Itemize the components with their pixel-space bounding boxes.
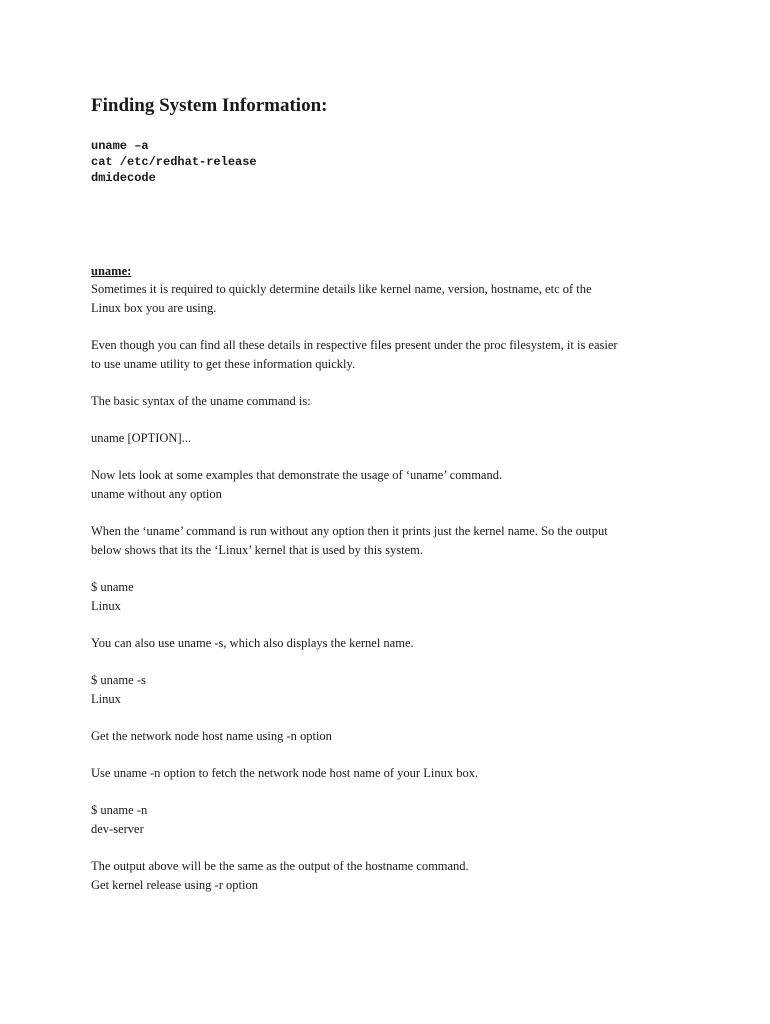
text-line: uname without any option: [91, 487, 222, 501]
text-line: to use uname utility to get these information quickly.: [91, 357, 356, 371]
paragraph: [91, 857, 691, 895]
paragraph: [91, 801, 691, 839]
paragraph: [91, 336, 691, 374]
paragraph: [91, 522, 691, 560]
paragraph: [91, 392, 691, 411]
command-line: cat /etc/redhat-release: [91, 155, 257, 169]
command-list: [91, 138, 691, 186]
text-line: Linux box you are using.: [91, 301, 217, 315]
text-line: Sometimes it is required to quickly determine details like kernel name, version, hostname, etc of the: [91, 282, 592, 296]
text-line: Now lets look at some examples that demonstrate the usage of ‘uname’ command.: [91, 468, 503, 482]
text-line: Use uname -n option to fetch the network node host name of your Linux box.: [91, 766, 479, 780]
command-line: uname –a: [91, 139, 149, 153]
text-line: You can also use uname -s, which also displays the kernel name.: [91, 636, 414, 650]
text-line: Linux: [91, 599, 121, 613]
text-line: uname [OPTION]...: [91, 431, 191, 445]
text-line: dev-server: [91, 822, 144, 836]
paragraph: [91, 727, 691, 746]
text-line: Get the network node host name using -n option: [91, 729, 332, 743]
page-title: Finding System Information:: [91, 95, 328, 116]
paragraph: [91, 764, 691, 783]
command-line: dmidecode: [91, 171, 156, 185]
text-line: below shows that its the ‘Linux’ kernel that is used by this system.: [91, 543, 424, 557]
paragraph: [91, 280, 691, 318]
paragraph: [91, 466, 691, 504]
text-line: The output above will be the same as the output of the hostname command.: [91, 859, 469, 873]
text-line: $ uname -s: [91, 673, 146, 687]
paragraph: [91, 578, 691, 616]
document-content: [91, 94, 691, 895]
paragraph: [91, 429, 691, 448]
text-line: $ uname -n: [91, 803, 148, 817]
text-line: Get kernel release using -r option: [91, 878, 258, 892]
paragraph: [91, 671, 691, 709]
section-heading: uname:: [91, 264, 132, 278]
text-line: The basic syntax of the uname command is:: [91, 394, 311, 408]
text-line: When the ‘uname’ command is run without any option then it prints just the kernel name. So the output: [91, 524, 608, 538]
text-line: Linux: [91, 692, 121, 706]
paragraph: [91, 634, 691, 653]
text-line: $ uname: [91, 580, 134, 594]
text-line: Even though you can find all these details in respective files present under the proc filesystem, it is easier: [91, 338, 618, 352]
